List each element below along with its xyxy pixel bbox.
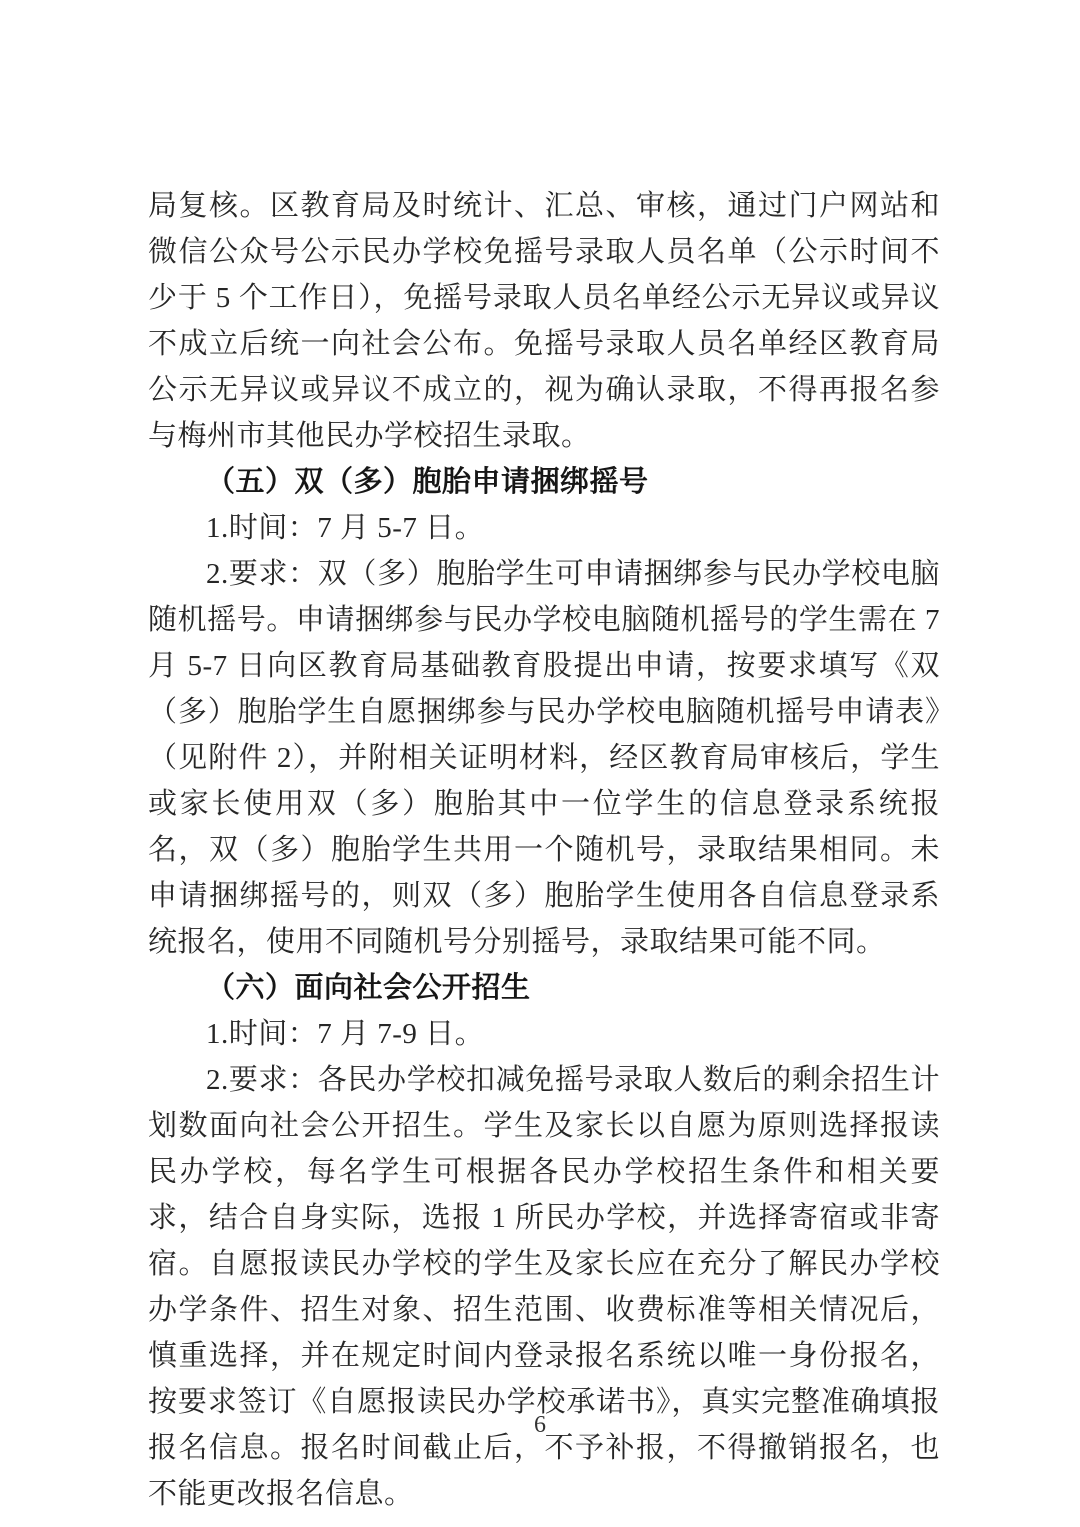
section-5-heading: （五）双（多）胞胎申请捆绑摇号	[206, 466, 649, 498]
section-6-heading: （六）面向社会公开招生	[206, 972, 531, 1004]
section-6-item-requirements: 2.要求：各民办学校扣减免摇号录取人数后的剩余招生计划数面向社会公开招生。学生及家长以自愿为原则选择报读民办学校，每名学生可根据各民办学校招生条件和相关要求，结合自身实际，选报 1 所民办学校，并选择寄宿或非寄宿。自愿报读民办学校的学生及家长应在充分了解民办学校办学条件、招生对象、招生范围、收费标准等相关情况后，慎重选择，并在规定时间内登录报名系统以唯一身份报名，按要求签订《自愿报读民办学校承诺书》，真实完整准确填报报名信息。报名时间截止后，不予补报，不得撤销报名，也不能更改报名信息。	[148, 1064, 940, 1510]
paragraph-continuation: 局复核。区教育局及时统计、汇总、审核，通过门户网站和微信公众号公示民办学校免摇号录取人员名单（公示时间不少于 5 个工作日），免摇号录取人员名单经公示无异议或异议不成立后统一向社会公布。免摇号录取人员名单经区教育局公示无异议或异议不成立的，视为确认录取，不得再报名参与梅州市其他民办学校招生录取。	[148, 190, 940, 452]
section-5-item-requirements: 2.要求：双（多）胞胎学生可申请捆绑参与民办学校电脑随机摇号。申请捆绑参与民办学校电脑随机摇号的学生需在 7 月 5-7 日向区教育局基础教育股提出申请，按要求填写《双（多）胞胎学生自愿捆绑参与民办学校电脑随机摇号申请表》（见附件 2），并附相关证明材料，经区教育局审核后，学生或家长使用双（多）胞胎其中一位学生的信息登录系统报名，双（多）胞胎学生共用一个随机号，录取结果相同。未申请捆绑摇号的，则双（多）胞胎学生使用各自信息登录系统报名，使用不同随机号分别摇号，录取结果可能不同。	[148, 558, 940, 958]
section-5-item-time: 1.时间：7 月 5-7 日。	[206, 512, 485, 544]
page-body	[148, 183, 940, 1517]
page-number: 6	[534, 1412, 546, 1438]
section-6-item-time: 1.时间：7 月 7-9 日。	[206, 1018, 485, 1050]
